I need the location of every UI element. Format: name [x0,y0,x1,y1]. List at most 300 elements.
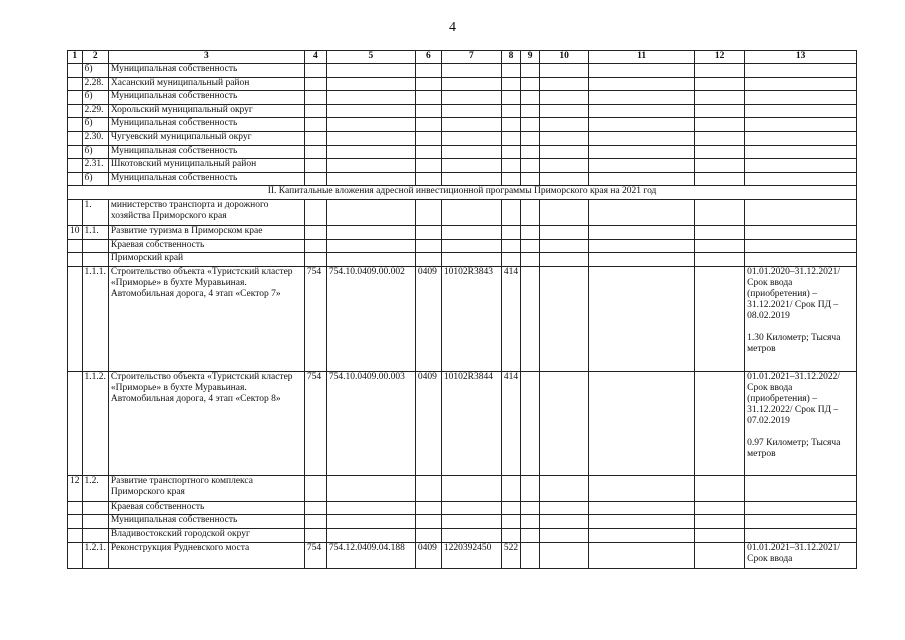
column-header: 5 [326,51,415,64]
table-cell [326,239,415,253]
table-cell [540,528,589,542]
table-cell [540,225,589,239]
table-cell [441,145,501,159]
table-row [68,501,857,515]
table-cell: 754.10.0409.00.003 [326,371,415,475]
table-cell: Развитие транспортного комплекса Приморского края [108,475,304,501]
table-cell [441,528,501,542]
table-cell [521,77,540,91]
table-cell: Хорольский муниципальный округ [108,104,304,118]
table-cell [415,475,441,501]
table-cell [521,475,540,501]
table-cell [304,145,326,159]
table-cell [82,253,108,267]
table-cell: Владивостокский городской округ [108,528,304,542]
table-cell [326,64,415,78]
table-cell [82,528,108,542]
table-cell [415,239,441,253]
table-cell [501,64,520,78]
table-cell [415,118,441,132]
table-cell [304,225,326,239]
table-row [68,239,857,253]
table-cell [68,172,83,186]
table-cell [521,131,540,145]
table-cell [540,104,589,118]
table-cell [589,64,695,78]
table-cell: 10102R3843 [441,266,501,371]
table-cell [501,253,520,267]
table-cell [68,131,83,145]
table-cell [441,159,501,173]
table-cell [589,104,695,118]
table-cell [304,528,326,542]
table-cell [68,371,83,475]
table-cell: 12 [68,475,83,501]
capacity-text: 0.97 Километр; Тысяча метров [747,437,841,459]
table-cell [521,91,540,105]
table-cell [695,542,745,568]
table-cell: Шкотовский муниципальный район [108,159,304,173]
table-cell [745,91,857,105]
table-cell [521,225,540,239]
table-cell: 1.1.1. [82,266,108,371]
table-cell [415,199,441,225]
table-cell [415,225,441,239]
table-cell: б) [82,172,108,186]
table-cell [304,64,326,78]
table-cell [304,118,326,132]
table-cell: 414 [501,371,520,475]
table-cell [326,501,415,515]
table-cell [589,253,695,267]
table-cell [745,501,857,515]
table-cell [695,475,745,501]
table-cell [695,266,745,371]
table-cell [501,145,520,159]
table-cell [589,239,695,253]
table-cell [326,172,415,186]
table-cell [540,145,589,159]
table-cell [415,77,441,91]
table-cell [695,199,745,225]
table-cell [68,266,83,371]
table-cell [326,253,415,267]
table-cell [695,239,745,253]
table-cell: 754 [304,371,326,475]
table-cell [326,159,415,173]
table-cell [68,501,83,515]
table-cell: 2.29. [82,104,108,118]
table-cell [540,77,589,91]
table-cell [326,475,415,501]
table-cell [695,131,745,145]
table-row [68,172,857,186]
column-header: 7 [441,51,501,64]
table-cell [521,104,540,118]
table-cell [521,145,540,159]
table-cell [501,159,520,173]
table-cell [695,371,745,475]
table-cell [589,225,695,239]
table-cell [589,371,695,475]
capacity-text: 1.30 Километр; Тысяча метров [747,332,841,354]
table-cell [501,131,520,145]
table-cell [521,118,540,132]
table-cell [695,528,745,542]
table-cell [540,515,589,529]
table-cell [501,91,520,105]
column-header: 12 [695,51,745,64]
table-row [68,199,857,225]
table-cell [589,91,695,105]
table-cell [521,542,540,568]
table-cell [589,172,695,186]
table-cell [695,118,745,132]
table-row [68,542,857,568]
table-cell [326,131,415,145]
column-header: 13 [745,51,857,64]
period-text: 01.01.2021–31.12.2022/ Срок ввода (приобретения) – 31.12.2022/ Срок ПД – 07.02.2019 [747,371,841,426]
table-cell [695,172,745,186]
table-cell [540,159,589,173]
table-cell: Строительство объекта «Туристский кластер «Приморье» в бухте Муравьиная. Автомобильная дорога, 4 этап «Сектор 8» [108,371,304,475]
table-cell [304,131,326,145]
table-cell [326,528,415,542]
table-cell [68,159,83,173]
table-cell: Муниципальная собственность [108,145,304,159]
table-cell: Хасанский муниципальный район [108,77,304,91]
table-cell [326,118,415,132]
table-cell [415,131,441,145]
table-cell: 1.1. [82,225,108,239]
table-cell [745,159,857,173]
table-row [68,515,857,529]
table-cell: Краевая собственность [108,239,304,253]
table-row [68,64,857,78]
table-cell: Реконструкция Рудневского моста [108,542,304,568]
table-cell [521,239,540,253]
table-cell [540,371,589,475]
table-cell [745,64,857,78]
table-cell [68,77,83,91]
table-cell: 1.1.2. [82,371,108,475]
table-cell [540,172,589,186]
column-header: 6 [415,51,441,64]
table-cell [589,77,695,91]
table-cell [540,266,589,371]
table-cell [68,104,83,118]
table-cell: 754.10.0409.00.002 [326,266,415,371]
column-header: 1 [68,51,83,64]
table-cell [304,172,326,186]
table-cell [304,91,326,105]
table-cell [304,239,326,253]
table-row [68,118,857,132]
table-cell [441,91,501,105]
table-cell [501,515,520,529]
table-cell [326,199,415,225]
table-cell [745,104,857,118]
table-cell [68,199,83,225]
table-cell [304,199,326,225]
table-cell [441,239,501,253]
table-cell [521,528,540,542]
table-cell [745,266,857,371]
table-row [68,104,857,118]
table-cell [521,266,540,371]
table-cell [695,64,745,78]
table-cell [304,104,326,118]
table-cell [695,77,745,91]
table-cell [745,118,857,132]
table-cell [695,159,745,173]
table-cell: Муниципальная собственность [108,64,304,78]
table-row [68,253,857,267]
table-cell: Краевая собственность [108,501,304,515]
table-cell [68,118,83,132]
table-cell: 2.31. [82,159,108,173]
table-cell [521,172,540,186]
table-cell [68,528,83,542]
table-cell: 2.30. [82,131,108,145]
table-cell [540,253,589,267]
table-cell [589,528,695,542]
table-cell [521,371,540,475]
table-cell [304,475,326,501]
table-cell [68,91,83,105]
table-cell [521,515,540,529]
table-cell [589,118,695,132]
table-cell: б) [82,91,108,105]
table-row [68,528,857,542]
period-text: 01.01.2020–31.12.2021/ Срок ввода (приобретения) – 31.12.2021/ Срок ПД – 08.02.2019 [747,266,841,321]
table-cell [68,64,83,78]
table-cell: б) [82,118,108,132]
table-cell [68,239,83,253]
table-row [68,225,857,239]
table-cell: б) [82,64,108,78]
table-header-row [68,51,857,64]
table-cell: Муниципальная собственность [108,91,304,105]
table-cell [745,475,857,501]
table-row [68,266,857,371]
table-cell [540,64,589,78]
table-cell: 01.01.2021–31.12.2021/ Срок ввода [745,542,857,568]
table-cell: 754.12.0409.04.188 [326,542,415,568]
table-cell [521,199,540,225]
table-cell [745,371,857,475]
table-cell [415,64,441,78]
table-cell: министерство транспорта и дорожного хозяйства Приморского края [108,199,304,225]
table-cell [441,131,501,145]
table-cell: Развитие туризма в Приморском крае [108,225,304,239]
table-cell [501,118,520,132]
table-cell [82,515,108,529]
table-cell: 754 [304,266,326,371]
table-cell [589,131,695,145]
table-cell: Строительство объекта «Туристский кластер «Приморье» в бухте Муравьиная. Автомобильная дорога, 4 этап «Сектор 7» [108,266,304,371]
page-number: 4 [449,20,456,35]
table-cell: 1.2. [82,475,108,501]
table-cell [589,501,695,515]
table-cell [441,118,501,132]
table-cell [68,542,83,568]
table-cell [540,542,589,568]
table-cell [68,515,83,529]
column-header: 8 [501,51,520,64]
column-header: 3 [108,51,304,64]
table-row [68,159,857,173]
table-cell: Муниципальная собственность [108,172,304,186]
table-cell [695,501,745,515]
table-cell [540,475,589,501]
table-cell [745,225,857,239]
table-cell [441,64,501,78]
column-header: 9 [521,51,540,64]
table-cell: 10 [68,225,83,239]
table-cell [68,253,83,267]
table-cell [745,515,857,529]
table-cell [540,501,589,515]
table-row [68,77,857,91]
section-row [68,186,857,200]
table-cell [82,501,108,515]
table-cell [501,199,520,225]
table-cell [501,239,520,253]
table-cell [415,515,441,529]
table-cell [415,145,441,159]
table-cell [415,104,441,118]
table-cell: 414 [501,266,520,371]
table-cell [441,225,501,239]
table-cell: 10102R3844 [441,371,501,475]
table-cell [304,515,326,529]
table-cell [68,145,83,159]
table-cell [695,91,745,105]
table-cell [441,515,501,529]
table-cell [745,528,857,542]
table-cell: 1220392450 [441,542,501,568]
table-cell [304,253,326,267]
table-cell: Чугуевский муниципальный округ [108,131,304,145]
table-cell [501,77,520,91]
table-row [68,145,857,159]
table-cell [441,199,501,225]
table-cell [521,501,540,515]
table-cell [540,199,589,225]
table-cell: 2.28. [82,77,108,91]
table-cell [589,159,695,173]
table-cell [82,239,108,253]
table-cell: 1.2.1. [82,542,108,568]
table-row [68,91,857,105]
table-row [68,475,857,501]
table-cell: 0409 [415,542,441,568]
table-cell [441,104,501,118]
table-cell [745,77,857,91]
investment-program-table [67,50,857,569]
table-cell [304,159,326,173]
table-cell: 0409 [415,266,441,371]
table-cell [745,172,857,186]
table-cell: 0409 [415,371,441,475]
table-cell [501,475,520,501]
section-title: II. Капитальные вложения адресной инвестиционной программы Приморского края на 2021 год [68,186,857,200]
table-cell [589,266,695,371]
table-cell [441,77,501,91]
table-cell [695,104,745,118]
table-cell: Муниципальная собственность [108,118,304,132]
table-cell [501,501,520,515]
table-cell [415,528,441,542]
table-cell [589,199,695,225]
table-cell [540,118,589,132]
table-cell [589,475,695,501]
table-cell [501,104,520,118]
table-cell: 1. [82,199,108,225]
table-cell [501,172,520,186]
table-cell [521,159,540,173]
table-cell [540,131,589,145]
table-cell: б) [82,145,108,159]
table-cell [326,104,415,118]
table-cell [540,239,589,253]
table-cell [745,253,857,267]
table-cell [326,77,415,91]
table-cell [304,501,326,515]
table-cell [501,528,520,542]
table-cell [695,515,745,529]
table-cell [441,501,501,515]
table-cell [695,253,745,267]
column-header: 11 [589,51,695,64]
table-cell [304,77,326,91]
table-cell [589,515,695,529]
table-cell [326,145,415,159]
table-cell [745,199,857,225]
table-cell [415,501,441,515]
table-cell [415,159,441,173]
table-cell [501,225,520,239]
table-cell [745,145,857,159]
table-cell [441,475,501,501]
table-cell [441,253,501,267]
table-cell [695,145,745,159]
column-header: 10 [540,51,589,64]
table-cell: Муниципальная собственность [108,515,304,529]
table-cell [415,91,441,105]
table-cell [745,239,857,253]
table-cell [415,253,441,267]
table-cell [589,542,695,568]
table-row [68,131,857,145]
table-cell [326,515,415,529]
column-header: 2 [82,51,108,64]
table-cell [540,91,589,105]
column-header: 4 [304,51,326,64]
table-cell [695,225,745,239]
table-cell: 754 [304,542,326,568]
table-cell [326,225,415,239]
table-cell [745,131,857,145]
table-cell [415,172,441,186]
table-cell: Приморский край [108,253,304,267]
table-cell: 522 [501,542,520,568]
table-cell [589,145,695,159]
table-cell [521,64,540,78]
table-row [68,371,857,475]
table-cell [326,91,415,105]
